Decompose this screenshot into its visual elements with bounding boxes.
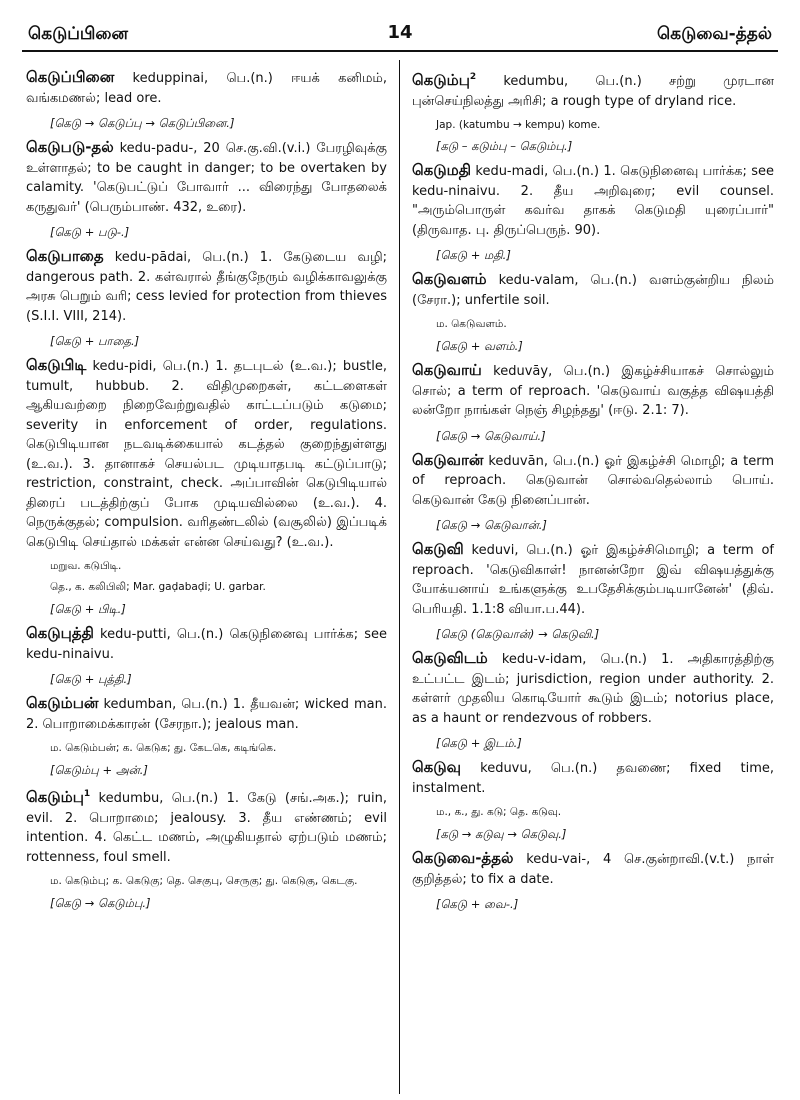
running-head-left: கெடுப்பினை [28,24,129,44]
cognates-line: ம. கெடும்பு; க. கெடுகு; தெ. செகுபு, செருகு; து. கெடுகு, கெடகு. [50,875,358,887]
entry-text [412,161,774,240]
dictionary-entry [26,785,387,912]
headword-text: கெடும்பன் [26,694,99,712]
headword-text: கெடுவாய் [412,361,482,379]
etymology-line: [கெடு + புத்தி.] [50,672,132,686]
etymology-line: [கெடு + இடம்.] [436,736,522,750]
entry-text [412,540,774,619]
definition-text: kedu-padu-, 20 செ.கு.வி.(v.i.) பேரழிவுக்கு உள்ளாதல்; to be caught in danger; to be overtaken by calamity. 'கெடுபட்டுப் போவார் ... விரைந்து போதலைக் கருதுவர்' (பெரும்பாண். 432, உரை). [26,141,387,215]
running-head-right: கெடுவை-த்தல் [657,24,772,44]
headword [26,788,90,806]
entry-text [412,270,774,310]
dictionary-entry [26,247,387,350]
headword [412,270,487,288]
headword [26,138,114,156]
definition-text: kedumbu, பெ.(n.) சற்று முரடான புன்செய்நிலத்து அரிசி; a rough type of dryland rice. [412,74,774,109]
cognates-line: ம. கெடுவளம். [436,318,507,330]
cognates-line: ம. கெடும்பன்; க. கெடுக; து. கேடகெ, கடிங்கெ. [50,742,277,754]
dictionary-entry [412,849,774,913]
headword-text: கெடுவு [412,758,462,776]
definition-text: kedu-pādai, பெ.(n.) 1. கேடுடைய வழி; dangerous path. 2. கள்வரால் தீங்குநேரும் வழிக்காவலுக்கு அரசு பெறும் வரி; cess levied for protection from thieves (S.I.I. VIII, 214). [26,250,387,324]
headword-text: கெடுவான் [412,450,484,469]
etymology-line: [கெடு (கெடுவான்) → கெடுவி.] [436,627,600,641]
headword-text: கெடுபடு-தல் [26,138,114,156]
etymology-line: [கெடு + வை-.] [436,897,519,911]
headword-text: கெடுமதி [412,161,472,179]
entry-text [412,361,774,421]
headword [26,68,114,86]
etymology-line: [கெடு + பிடி.] [50,602,126,616]
dictionary-entry [26,68,387,132]
dictionary-entry [412,161,774,264]
definition-text: keduvi, பெ.(n.) ஓர் இகழ்ச்சிமொழி; a term of reproach. 'கெடுவிகாள்! நானன்றோ இவ் விஷயத்துக்கு யோக்யனாய் உங்களுக்கு உபதேசிக்கும்படியானேன்' (திவ். பெரியதி. 1.1:8 வியா.ப.44). [412,543,774,617]
entry-text [412,68,774,111]
headword [412,361,482,379]
right-column [400,60,778,1094]
entry-text [412,649,774,728]
headword-text: கெடுவை-த்தல் [412,849,514,867]
headword [412,849,513,867]
definition-text: kedu-putti, பெ.(n.) கெடுநினைவு பார்க்க; see kedu-ninaivu. [26,627,387,662]
headword [412,540,464,558]
etymology-line: [கடு – கடும்பு – கெடும்பு.] [436,139,573,153]
homonym-number: 2 [469,72,477,82]
definition-text: kedu-madi, பெ.(n.) 1. கெடுநினைவு பார்க்க; see kedu-ninaivu. 2. தீய அறிவுரை; evil counsel. "அரும்பொருள் கவர்வ தாகக் கெடுமதி யுரைப்பார்" (திருவாத. பு. திருப்பெருந். 90). [412,164,774,238]
entry-text [412,451,774,511]
dictionary-entry [412,361,774,445]
homonym-number: 1 [83,789,91,799]
header-rule [22,50,778,52]
headword [26,624,94,642]
headword-text: கெடுபுத்தி [26,624,94,642]
headword-text: கெடுவி [412,540,464,558]
entry-text [412,758,774,798]
etymology-line: [கெடு → கெடுப்பு → கெடுப்பினை.] [50,116,235,130]
etymology-line: [கெடு + படு-.] [50,225,130,239]
entry-text [412,849,774,889]
dictionary-entry [26,624,387,688]
headword-text: கெடுப்பினை [26,68,115,86]
page-number: 14 [387,22,413,43]
definition-text: kedu-valam, பெ.(n.) வளம்குன்றிய நிலம் (சேரா.); unfertile soil. [412,273,774,308]
columns [22,60,778,1094]
headword [412,758,461,776]
headword-text: கெடும்பு [26,788,84,806]
entry-text [26,138,387,217]
headword-text: கெடுவளம் [412,270,487,288]
cognates-line: தெ., க. கலிபிலி; Mar. gaḍabaḍi; U. garbar. [50,581,266,593]
dictionary-entry [26,138,387,241]
definition-text: kedumban, பெ.(n.) 1. தீயவன்; wicked man. 2. பொறாமைக்காரன் (சேரநா.); jealous man. [26,697,387,732]
headword-text: கெடுபிடி [26,356,87,374]
headword [412,451,483,469]
etymology-line: [கெடு + பாதை.] [50,334,140,348]
entry-text [26,247,387,326]
dictionary-entry [26,356,387,618]
definition-text: kedu-vai-, 4 செ.குன்றாவி.(v.t.) நாள் குறித்தல்; to fix a date. [412,852,774,887]
cognates-line: ம., க., து. கடு; தெ. கடுவு. [436,806,562,818]
dictionary-entry [412,758,774,843]
definition-text: kedu-pidi, பெ.(n.) 1. தடபுடல் (உ.வ.); bustle, tumult, hubbub. 2. விதிமுறைகள், கட்டளைகள் ஆகியவற்றை நிறைவேற்றுவதில் காட்டப்படும் கடுமை; severity in enforcement of order, regulations. கெடுபிடியான நடவடிக்கையால் கடத்தல் குறைந்துள்ளது (உ.வ.). 3. தானாகச் செயல்பட முடியாதபடி கட்டுப்பாடு; restriction, constraint, check. அப்பாவின் கெடுபிடியால் திரைப் படத்திற்குப் போக முடியவில்லை (உ.வ.). 4. நெருக்குதல்; compulsion. வரிதண்டலில் (வசூலில்) இப்படிக் கெடுபிடி செய்தால் மக்கள் என்ன செய்வது? (உ.வ.). [26,359,387,550]
definition-text: keduvāy, பெ.(n.) இகழ்ச்சியாகச் சொல்லும் சொல்; a term of reproach. 'கெடுவாய் வகுத்த விஷயத்தி லன்றோ நாங்கள் நெஞ் சிழந்தது' (ஈடு. 2.1: 7). [412,364,774,418]
definition-text: kedu-v-idam, பெ.(n.) 1. அதிகாரத்திற்கு உட்பட்ட இடம்; jurisdiction, region under authority. 2. கள்ளர் முதலிய கொடியோர் கூடும் இடம்; notorius place, as a haunt or rendezvous of robbers. [412,652,774,726]
dictionary-entry [412,649,774,752]
headword [412,71,476,89]
entry-text [26,694,387,734]
dictionary-entry [412,68,774,155]
entry-text [26,68,387,108]
headword [26,247,104,265]
left-column [22,60,400,1094]
entry-text [26,785,387,867]
headword-text: கெடுபாதை [26,247,104,265]
entry-text [26,624,387,664]
running-head [22,0,778,50]
etymology-line: [கெடு → கெடுவான்.] [436,518,547,532]
etymology-line: [கெடு → கெடுவாய்.] [436,428,546,443]
etymology-line: [கெடும்பு + அன்.] [50,763,148,777]
dictionary-entry [412,451,774,535]
cognates-line: Jap. (katumbu → kempu) kome. [436,119,601,131]
definition-text: keduppinai, பெ.(n.) ஈயக் கனிமம், வங்கமணல்; lead ore. [26,71,387,106]
headword [412,161,471,179]
headword [412,649,488,667]
etymology-line: [கடு → கடுவு → கெடுவு.] [436,827,567,841]
headword-text: கெடும்பு [412,71,470,89]
etymology-line: [கெடு + வளம்.] [436,339,523,353]
definition-text: keduvu, பெ.(n.) தவணை; fixed time, instalment. [412,761,774,796]
headword [26,694,98,712]
definition-text: keduvān, பெ.(n.) ஓர் இகழ்ச்சி மொழி; a term of reproach. கெடுவான் சொல்வதெல்லாம் பொய். கெடுவான் கேடு நினைப்பான். [412,453,774,508]
etymology-line: [கெடு → கெடும்பு.] [50,896,151,910]
dictionary-entry [412,270,774,355]
headword [26,356,86,374]
dictionary-entry [412,540,774,643]
entry-text [26,356,387,552]
dictionary-entry [26,694,387,779]
cognates-line: மறுவ. கடுபிடி. [50,560,122,572]
headword-text: கெடுவிடம் [412,649,488,667]
etymology-line: [கெடு + மதி.] [436,248,511,262]
definition-text: kedumbu, பெ.(n.) 1. கேடு (சங்.அக.); ruin, evil. 2. பொறாமை; jealousy. 3. தீய எண்ணம்; evil intention. 4. கெட்ட மணம், அழுகியதால் ஏற்படும் மணம்; rottenness, foul smell. [26,791,387,865]
